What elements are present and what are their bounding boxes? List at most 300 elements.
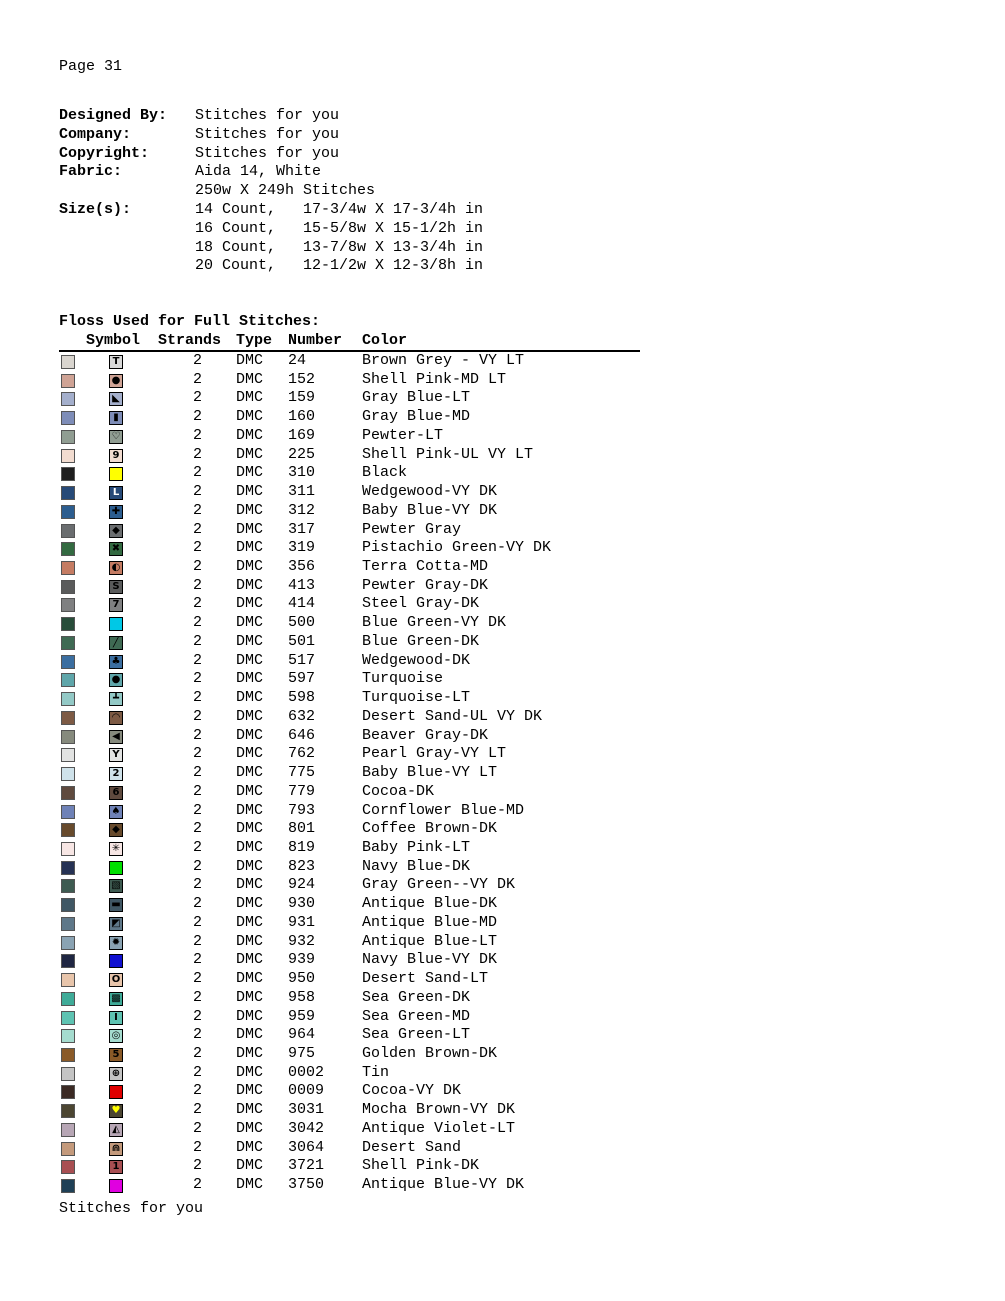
color-name-cell: Pewter Gray [362, 520, 462, 538]
stitch-symbol-icon: 5 [109, 1048, 123, 1062]
color-name-cell: Mocha Brown-VY DK [362, 1101, 516, 1119]
color-swatch [61, 392, 75, 406]
strands-cell: 2 [193, 895, 203, 913]
color-swatch [61, 598, 75, 612]
strands-cell: 2 [193, 501, 203, 519]
number-cell: 801 [288, 820, 316, 838]
color-swatch [61, 1029, 75, 1043]
info-value: 16 Count, 15-5/8w X 15-1/2h in [195, 219, 484, 237]
type-cell: DMC [236, 370, 264, 388]
color-name-cell: Blue Green-VY DK [362, 614, 507, 632]
type-cell: DMC [236, 988, 264, 1006]
stitch-symbol-icon: 2 [109, 767, 123, 781]
header-color: Color [362, 332, 408, 349]
stitch-symbol-icon: ✖ [109, 542, 123, 556]
info-value: Stitches for you [195, 107, 340, 124]
floss-section-title: Floss Used for Full Stitches: [59, 313, 321, 330]
color-name-cell: Turquoise [362, 670, 444, 688]
stitch-symbol-icon: ◀ [109, 730, 123, 744]
stitch-symbol-icon: ♥ [109, 1104, 123, 1118]
type-cell: DMC [236, 1007, 264, 1025]
floss-row [0, 1026, 700, 1045]
type-cell: DMC [236, 951, 264, 969]
type-cell: DMC [236, 895, 264, 913]
floss-row [0, 876, 700, 895]
stitch-symbol-icon [109, 1085, 123, 1099]
floss-row [0, 427, 700, 446]
type-cell: DMC [236, 745, 264, 763]
type-cell: DMC [236, 913, 264, 931]
strands-cell: 2 [193, 1119, 203, 1137]
strands-cell: 2 [193, 1157, 203, 1175]
stitch-symbol-icon: ┻ [109, 692, 123, 706]
type-cell: DMC [236, 689, 264, 707]
color-name-cell: Wedgewood-DK [362, 651, 471, 669]
floss-row [0, 595, 700, 614]
color-name-cell: Desert Sand [362, 1138, 462, 1156]
info-row [59, 257, 483, 276]
floss-row [0, 502, 700, 521]
color-swatch [61, 1048, 75, 1062]
info-value: 18 Count, 13-7/8w X 13-3/4h in [195, 238, 484, 256]
color-name-cell: Blue Green-DK [362, 632, 480, 650]
floss-row [0, 464, 700, 483]
color-name-cell: Shell Pink-DK [362, 1157, 480, 1175]
type-cell: DMC [236, 820, 264, 838]
color-swatch [61, 486, 75, 500]
strands-cell: 2 [193, 595, 203, 613]
stitch-symbol-icon: 7 [109, 598, 123, 612]
color-name-cell: Gray Green--VY DK [362, 876, 516, 894]
strands-cell: 2 [193, 408, 203, 426]
info-value: Stitches for you [195, 144, 340, 162]
strands-cell: 2 [193, 707, 203, 725]
number-cell: 310 [288, 464, 316, 482]
type-cell: DMC [236, 595, 264, 613]
color-name-cell: Baby Blue-VY LT [362, 764, 498, 782]
stitch-symbol-icon: 6 [109, 786, 123, 800]
info-value: 20 Count, 12-1/2w X 12-3/8h in [195, 257, 484, 275]
number-cell: 931 [288, 913, 316, 931]
stitch-symbol-icon [109, 467, 123, 481]
strands-cell: 2 [193, 539, 203, 557]
number-cell: 924 [288, 876, 316, 894]
color-name-cell: Steel Gray-DK [362, 595, 480, 613]
color-swatch [61, 617, 75, 631]
number-cell: 169 [288, 426, 316, 444]
stitch-symbol-icon: ◎ [109, 1029, 123, 1043]
floss-row [0, 745, 700, 764]
info-value: Aida 14, White [195, 163, 322, 181]
floss-row [0, 1176, 700, 1195]
info-row [59, 163, 483, 182]
number-cell: 356 [288, 558, 316, 576]
number-cell: 598 [288, 689, 316, 707]
color-swatch [61, 992, 75, 1006]
strands-cell: 2 [193, 764, 203, 782]
stitch-symbol-icon: I [109, 1011, 123, 1025]
color-swatch [61, 355, 75, 369]
color-swatch [61, 1160, 75, 1174]
color-name-cell: Terra Cotta-MD [362, 558, 489, 576]
floss-row [0, 352, 700, 371]
color-swatch [61, 561, 75, 575]
strands-cell: 2 [193, 445, 203, 463]
number-cell: 152 [288, 370, 316, 388]
color-name-cell: Antique Blue-DK [362, 895, 498, 913]
strands-cell: 2 [193, 1045, 203, 1062]
header-number: Number [288, 332, 343, 349]
stitch-symbol-icon: ◣ [109, 392, 123, 406]
strands-cell: 2 [193, 483, 203, 501]
number-cell: 0009 [288, 1082, 325, 1100]
color-swatch [61, 767, 75, 781]
strands-cell: 2 [193, 801, 203, 819]
color-name-cell: Pewter-LT [362, 426, 444, 444]
color-swatch [61, 711, 75, 725]
color-name-cell: Antique Blue-LT [362, 932, 498, 950]
color-swatch [61, 786, 75, 800]
number-cell: 317 [288, 520, 316, 538]
page-number: Page 31 [59, 58, 123, 75]
color-swatch [61, 748, 75, 762]
number-cell: 793 [288, 801, 316, 819]
strands-cell: 2 [193, 988, 203, 1006]
type-cell: DMC [236, 445, 264, 463]
type-cell: DMC [236, 1138, 264, 1156]
floss-row [0, 577, 700, 596]
color-name-cell: Antique Blue-VY DK [362, 1176, 525, 1194]
number-cell: 959 [288, 1007, 316, 1025]
info-label: Designed By: [59, 107, 168, 124]
number-cell: 975 [288, 1045, 316, 1062]
floss-row [0, 783, 700, 802]
stitch-symbol-icon: ✹ [109, 936, 123, 950]
floss-row [0, 1101, 700, 1120]
color-name-cell: Pistachio Green-VY DK [362, 539, 552, 557]
number-cell: 775 [288, 764, 316, 782]
stitch-symbol-icon: ▬ [109, 898, 123, 912]
floss-row [0, 446, 700, 465]
type-cell: DMC [236, 876, 264, 894]
floss-row [0, 764, 700, 783]
number-cell: 160 [288, 408, 316, 426]
color-name-cell: Sea Green-DK [362, 988, 471, 1006]
number-cell: 964 [288, 1026, 316, 1044]
color-swatch [61, 580, 75, 594]
strands-cell: 2 [193, 745, 203, 763]
color-swatch [61, 1142, 75, 1156]
number-cell: 311 [288, 483, 316, 501]
type-cell: DMC [236, 782, 264, 800]
number-cell: 501 [288, 632, 316, 650]
floss-row [0, 858, 700, 877]
type-cell: DMC [236, 426, 264, 444]
type-cell: DMC [236, 1026, 264, 1044]
color-name-cell: Antique Violet-LT [362, 1119, 516, 1137]
type-cell: DMC [236, 1045, 264, 1062]
strands-cell: 2 [193, 632, 203, 650]
number-cell: 159 [288, 389, 316, 407]
info-row [59, 220, 483, 239]
number-cell: 939 [288, 951, 316, 969]
color-name-cell: Pearl Gray-VY LT [362, 745, 507, 763]
number-cell: 779 [288, 782, 316, 800]
strands-cell: 2 [193, 1101, 203, 1119]
type-cell: DMC [236, 970, 264, 988]
floss-row [0, 558, 700, 577]
color-swatch [61, 898, 75, 912]
stitch-symbol-icon: ⊕ [109, 1067, 123, 1081]
color-name-cell: Sea Green-MD [362, 1007, 471, 1025]
number-cell: 500 [288, 614, 316, 632]
number-cell: 632 [288, 707, 316, 725]
floss-row [0, 933, 700, 952]
strands-cell: 2 [193, 1176, 203, 1194]
color-swatch [61, 917, 75, 931]
number-cell: 823 [288, 857, 316, 875]
type-cell: DMC [236, 932, 264, 950]
floss-row [0, 633, 700, 652]
stitch-symbol-icon: ✚ [109, 505, 123, 519]
color-swatch [61, 730, 75, 744]
color-swatch [61, 1104, 75, 1118]
color-name-cell: Navy Blue-DK [362, 857, 471, 875]
type-cell: DMC [236, 857, 264, 875]
stitch-symbol-icon: ● [109, 374, 123, 388]
number-cell: 762 [288, 745, 316, 763]
number-cell: 646 [288, 726, 316, 744]
info-row [59, 182, 483, 201]
strands-cell: 2 [193, 426, 203, 444]
color-name-cell: Baby Pink-LT [362, 838, 471, 856]
floss-row [0, 483, 700, 502]
stitch-symbol-icon: ◭ [109, 1123, 123, 1137]
floss-row [0, 989, 700, 1008]
color-swatch [61, 879, 75, 893]
color-swatch [61, 842, 75, 856]
strands-cell: 2 [193, 614, 203, 632]
stitch-symbol-icon: O [109, 973, 123, 987]
number-cell: 958 [288, 988, 316, 1006]
type-cell: DMC [236, 764, 264, 782]
type-cell: DMC [236, 632, 264, 650]
strands-cell: 2 [193, 352, 203, 369]
color-swatch [61, 524, 75, 538]
color-name-cell: Brown Grey - VY LT [362, 352, 525, 369]
floss-row [0, 408, 700, 427]
strands-cell: 2 [193, 820, 203, 838]
info-label: Company: [59, 125, 132, 143]
color-swatch [61, 467, 75, 481]
number-cell: 3721 [288, 1157, 325, 1175]
header-strands: Strands [158, 332, 222, 349]
color-name-cell: Black [362, 464, 408, 482]
color-name-cell: Beaver Gray-DK [362, 726, 489, 744]
strands-cell: 2 [193, 913, 203, 931]
color-swatch [61, 411, 75, 425]
stitch-symbol-icon: ◠ [109, 711, 123, 725]
type-cell: DMC [236, 726, 264, 744]
number-cell: 24 [288, 352, 307, 369]
type-cell: DMC [236, 558, 264, 576]
color-name-cell: Antique Blue-MD [362, 913, 498, 931]
type-cell: DMC [236, 1176, 264, 1194]
type-cell: DMC [236, 651, 264, 669]
floss-row [0, 1082, 700, 1101]
color-swatch [61, 936, 75, 950]
stitch-symbol-icon: ♣ [109, 655, 123, 669]
type-cell: DMC [236, 1119, 264, 1137]
type-cell: DMC [236, 1082, 264, 1100]
floss-row [0, 521, 700, 540]
floss-row [0, 895, 700, 914]
color-swatch [61, 449, 75, 463]
strands-cell: 2 [193, 1063, 203, 1081]
stitch-symbol-icon: ⋒ [109, 1142, 123, 1156]
floss-row [0, 652, 700, 671]
color-swatch [61, 636, 75, 650]
number-cell: 930 [288, 895, 316, 913]
floss-row [0, 670, 700, 689]
type-cell: DMC [236, 483, 264, 501]
number-cell: 819 [288, 838, 316, 856]
info-row [59, 126, 483, 145]
strands-cell: 2 [193, 576, 203, 594]
type-cell: DMC [236, 707, 264, 725]
info-value: Stitches for you [195, 125, 340, 143]
stitch-symbol-icon: ◆ [109, 524, 123, 538]
color-swatch [61, 673, 75, 687]
number-cell: 597 [288, 670, 316, 688]
strands-cell: 2 [193, 670, 203, 688]
color-name-cell: Pewter Gray-DK [362, 576, 489, 594]
color-name-cell: Coffee Brown-DK [362, 820, 498, 838]
info-label: Fabric: [59, 163, 123, 181]
strands-cell: 2 [193, 689, 203, 707]
type-cell: DMC [236, 614, 264, 632]
strands-cell: 2 [193, 464, 203, 482]
floss-row [0, 951, 700, 970]
floss-row [0, 708, 700, 727]
info-row [59, 239, 483, 258]
number-cell: 414 [288, 595, 316, 613]
stitch-symbol-icon: 1 [109, 1160, 123, 1174]
type-cell: DMC [236, 1157, 264, 1175]
color-name-cell: Baby Blue-VY DK [362, 501, 498, 519]
strands-cell: 2 [193, 951, 203, 969]
floss-row [0, 1139, 700, 1158]
number-cell: 3750 [288, 1176, 325, 1194]
header-symbol: Symbol [86, 332, 141, 349]
stitch-symbol-icon: ╱ [109, 636, 123, 650]
color-name-cell: Golden Brown-DK [362, 1045, 498, 1062]
color-name-cell: Gray Blue-LT [362, 389, 471, 407]
header-type: Type [236, 332, 273, 349]
color-swatch [61, 505, 75, 519]
floss-row [0, 970, 700, 989]
color-swatch [61, 954, 75, 968]
color-name-cell: Desert Sand-LT [362, 970, 489, 988]
type-cell: DMC [236, 464, 264, 482]
color-swatch [61, 1011, 75, 1025]
stitch-symbol-icon: 9 [109, 449, 123, 463]
color-swatch [61, 692, 75, 706]
strands-cell: 2 [193, 857, 203, 875]
stitch-symbol-icon: S [109, 580, 123, 594]
info-row [59, 107, 483, 126]
number-cell: 3042 [288, 1119, 325, 1137]
type-cell: DMC [236, 838, 264, 856]
number-cell: 225 [288, 445, 316, 463]
number-cell: 517 [288, 651, 316, 669]
stitch-symbol-icon: ◩ [109, 917, 123, 931]
color-swatch [61, 655, 75, 669]
number-cell: 932 [288, 932, 316, 950]
strands-cell: 2 [193, 1007, 203, 1025]
stitch-symbol-icon: ◆ [109, 823, 123, 837]
color-swatch [61, 1179, 75, 1193]
color-name-cell: Navy Blue-VY DK [362, 951, 498, 969]
strands-cell: 2 [193, 970, 203, 988]
stitch-symbol-icon: ● [109, 673, 123, 687]
stitch-symbol-icon: ◐ [109, 561, 123, 575]
strands-cell: 2 [193, 838, 203, 856]
strands-cell: 2 [193, 558, 203, 576]
strands-cell: 2 [193, 389, 203, 407]
design-info [59, 107, 483, 276]
strands-cell: 2 [193, 520, 203, 538]
color-swatch [61, 823, 75, 837]
type-cell: DMC [236, 801, 264, 819]
color-name-cell: Cocoa-DK [362, 782, 435, 800]
color-name-cell: Turquoise-LT [362, 689, 471, 707]
info-row [59, 145, 483, 164]
strands-cell: 2 [193, 1026, 203, 1044]
stitch-symbol-icon: ♡ [109, 430, 123, 444]
stitch-symbol-icon: ▩ [109, 992, 123, 1006]
color-name-cell: Cocoa-VY DK [362, 1082, 462, 1100]
strands-cell: 2 [193, 1138, 203, 1156]
info-value: 14 Count, 17-3/4w X 17-3/4h in [195, 200, 484, 218]
stitch-symbol-icon: T [109, 355, 123, 369]
stitch-symbol-icon [109, 861, 123, 875]
footer: Stitches for you [59, 1200, 204, 1217]
type-cell: DMC [236, 408, 264, 426]
info-value: 250w X 249h Stitches [195, 182, 376, 200]
color-name-cell: Cornflower Blue-MD [362, 801, 525, 819]
number-cell: 0002 [288, 1063, 325, 1081]
floss-row [0, 802, 700, 821]
strands-cell: 2 [193, 876, 203, 894]
color-name-cell: Wedgewood-VY DK [362, 483, 498, 501]
info-label: Copyright: [59, 144, 150, 162]
number-cell: 319 [288, 539, 316, 557]
color-name-cell: Shell Pink-UL VY LT [362, 445, 534, 463]
type-cell: DMC [236, 1101, 264, 1119]
stitch-symbol-icon: L [109, 486, 123, 500]
floss-row [0, 539, 700, 558]
type-cell: DMC [236, 520, 264, 538]
type-cell: DMC [236, 1063, 264, 1081]
stitch-symbol-icon: ✳ [109, 842, 123, 856]
color-swatch [61, 973, 75, 987]
strands-cell: 2 [193, 726, 203, 744]
strands-cell: 2 [193, 651, 203, 669]
floss-row [0, 914, 700, 933]
number-cell: 3064 [288, 1138, 325, 1156]
floss-row [0, 839, 700, 858]
